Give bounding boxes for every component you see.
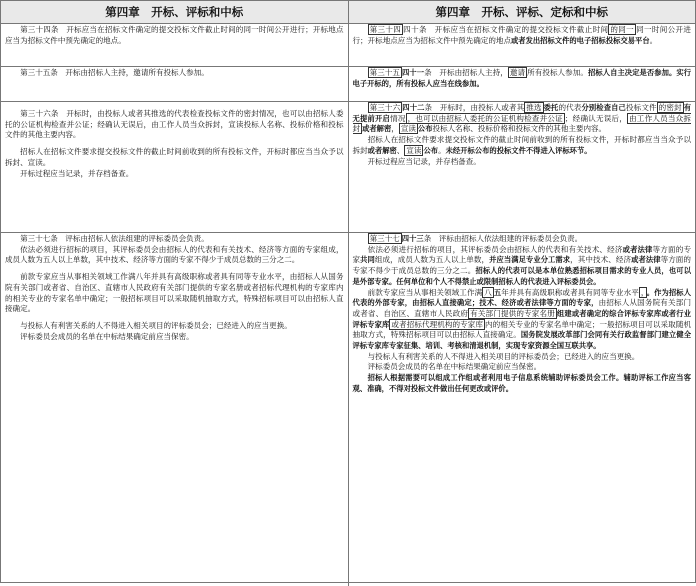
table-row-article-37	[1, 233, 695, 586]
text-segment: 年并具有高级职称或者具有同等专业水平	[501, 287, 639, 297]
deleted-text: 八	[484, 287, 492, 297]
table-row-article-34	[1, 24, 695, 67]
deleted-text: 第三十四	[369, 25, 402, 34]
text-segment: 前款专家应当从事相关领域工作满	[367, 287, 483, 297]
paragraph: 依法必须进行招标的项目，其评标委员会由招标人的代表和有关技术、经济等方面的专家组成，成员人数为五人以上单数，其中技术、经济等方面的专家不得少于成员总数的三分之二。	[5, 244, 344, 265]
revised-text-cell	[349, 102, 696, 232]
text-segment: 与投标人有利害关系的人不得进入相关项目的评标委员会；已经进入的应当更换。	[367, 351, 640, 361]
deleted-text: 邀请	[509, 68, 526, 77]
text-segment: ，	[391, 124, 399, 134]
added-text: 并应当满足专业分工需求	[489, 255, 571, 265]
added-text: 或者解密	[367, 145, 397, 155]
original-text-cell	[1, 24, 349, 66]
text-segment: ，其中技术、经济	[570, 255, 632, 265]
paragraph	[353, 234, 692, 245]
deleted-text: 有关部门提供的专家名册	[470, 308, 555, 318]
deleted-text: 第三十六	[369, 103, 401, 112]
text-segment: 、	[396, 145, 405, 155]
text-segment: 开标过程应当记录，并存档备查。	[367, 156, 481, 166]
paragraph: 第三十四条 开标应当在招标文件确定的提交投标文件截止时间的同一时间公开进行；开标地点应当为招标文件中预先确定的地点。	[5, 25, 344, 45]
text-segment: 条 开标由招标人主持，	[424, 68, 508, 77]
text-segment: 条 评标由招标人依法组建的评标委员会负责。	[423, 234, 583, 243]
paragraph: 与投标人有利害关系的人不得进入相关项目的评标委员会；已经进入的应当更换。	[20, 320, 292, 330]
paragraph	[353, 157, 692, 168]
deleted-text: 宣读	[406, 145, 422, 155]
added-text: 共同	[360, 255, 375, 265]
deleted-text: ，	[640, 287, 645, 297]
added-text: 四十一	[402, 68, 425, 77]
revised-text-cell	[349, 24, 696, 66]
added-text: 招标人根据需要可以组成工作组或者利用电子信息系统辅助评标委员会工作。辅助评标工作应当客观、准确，不得对投标文件做出任何更改或评价。	[352, 373, 691, 393]
paragraph	[353, 362, 692, 373]
added-text: 招标人的代表可以是本单位熟悉招标项目需求的专业人员，也可以是外部专家。任何单位和个人不得禁止或限制招标人的代表进入评标委员会。	[352, 266, 691, 286]
text-segment: 招标人在招标文件要求提交投标文件的截止时间前收到的所有投标文件，开标时都应当当众予以拆封	[352, 135, 691, 155]
added-text: 国务院发展改革部门会同有关行政监督部门建立健全评标专家库专家征集、培训、考核和清退机制，实现专家资源全国互联共享。	[352, 330, 691, 351]
revised-text-cell	[349, 233, 696, 586]
added-text: 招标人自主决定是否参加。实行电子开标的，所有投标人应当在线参加。	[352, 68, 691, 88]
text-segment: 评标委员会成员的名单在中标结果确定前应当保密。	[367, 362, 542, 372]
text-segment: 条 开标时，由投标人或者其	[424, 103, 525, 112]
added-text: 或者解密	[362, 124, 392, 134]
added-text: 或者法律	[622, 244, 653, 254]
deleted-text: 第三十五	[369, 68, 401, 77]
paragraph	[353, 103, 692, 135]
right-chapter-title: 第四章 开标、评标、定标和中标	[435, 5, 608, 19]
table-header	[1, 1, 695, 24]
text-segment: 等方面的专家不得少于成员总数的三分之二。	[352, 255, 691, 276]
left-chapter-title: 第四章 开标、评标和中标	[1, 1, 349, 23]
deleted-text: 推选	[526, 103, 542, 112]
paragraph: 前款专家应当从事相关领域工作满八年并具有高级职称或者具有同等专业水平，由招标人从国务院有关部门或者省、自治区、直辖市人民政府有关部门提供的专家名册或者招标代理机构的专家库内的相关专业的专家名单中确定；一般招标项目可以采取随机抽取方式，特殊招标项目可以由招标人直接确定。	[5, 272, 344, 314]
paragraph: 招标人在招标文件要求提交投标文件的截止时间前收到的所有投标文件，开标时都应当当众予以拆封、宣读。	[5, 147, 344, 167]
table-row-article-36	[1, 102, 695, 233]
paragraph	[353, 68, 692, 89]
original-text-cell	[1, 67, 349, 101]
added-text: 委托	[543, 103, 559, 112]
paragraph	[353, 245, 692, 288]
paragraph	[353, 288, 692, 352]
deleted-text: 第三十七	[369, 234, 400, 243]
original-text-cell	[1, 102, 349, 232]
text-segment: 投标人名称、投标价格和投标文件的其他主要内容。	[432, 124, 607, 134]
added-text: 或者法律	[631, 255, 661, 265]
added-text: 或者发出招标文件的电子招标投标交易平台	[511, 35, 650, 45]
text-segment: 所有投标人参加。	[527, 68, 588, 77]
added-text: 四十二	[402, 103, 425, 112]
added-text: 未经开标公布的投标文件不得进入评标环节。	[445, 145, 592, 155]
added-text: 。作为招标人代表的外部专家，由招标人直接确定；技术、经济或者法律等方面的专家，	[352, 287, 691, 308]
added-text: 分别检查	[581, 103, 612, 112]
text-segment: 组成，成员人数为五人以上单数，	[374, 255, 490, 265]
added-text: 组建或者确定的综合评标专家库或者行业评标专家库	[352, 308, 691, 329]
deleted-text: 或者招标代理机构的专家库	[391, 319, 484, 329]
paragraph: 第三十七条 评标由招标人依法组建的评标委员会负责。	[20, 234, 209, 243]
paragraph: 第三十五条 开标由招标人主持，邀请所有投标人参加。	[20, 68, 209, 77]
text-segment: 情况	[390, 113, 406, 123]
deleted-text: 由工作人员当众拆封	[352, 113, 691, 134]
added-text: 公布	[423, 145, 439, 155]
text-segment: ；经确认无误后，	[564, 113, 628, 123]
text-segment: 。	[438, 145, 446, 155]
added-text: 四十三	[401, 234, 424, 243]
paragraph: 评标委员会成员的名单在中标结果确定前应当保密。	[20, 331, 194, 341]
revised-text-cell	[349, 67, 696, 101]
paragraph: 开标过程应当记录，并存档备查。	[20, 168, 134, 178]
deleted-text: 的密封	[658, 103, 682, 112]
text-segment: 投标文件	[625, 103, 657, 112]
paragraph	[353, 25, 692, 46]
deleted-text: 宣读	[400, 124, 416, 134]
table-row-article-35	[1, 67, 695, 102]
text-segment: 。	[649, 35, 658, 45]
added-text: 有无提前开启	[352, 103, 691, 123]
deleted-text: ，也可以由招标人委托的公证机构检查并公证	[407, 113, 563, 123]
added-text: 公布	[417, 124, 433, 134]
added-text: 五	[493, 287, 502, 297]
text-segment: 四十条 开标应当在招标文件确定的提交投标文件截止时间	[403, 25, 609, 34]
text-segment: 的代表	[558, 103, 582, 112]
paragraph: 第三十六条 开标时，由投标人或者其推选的代表检查投标文件的密封情况，也可以由招标人委托的公证机构检查并公证；经确认无误后，由工作人员当众拆封，宣读投标人名称、投标价格和投标文件的其他主要内容。	[5, 109, 344, 140]
text-segment: 内的相关专业的专家名单中确定；一般招标项目可以采取随机抽取方式，特殊招标项目可以由招标人直接确定。	[352, 319, 691, 340]
text-segment: 由招标人从国务院有关部门或者省、自治区、直辖市人民政府	[352, 298, 691, 318]
paragraph	[353, 135, 692, 156]
paragraph	[353, 373, 692, 394]
text-segment: 等方面的专家	[352, 244, 691, 265]
added-text: 自己	[611, 103, 626, 112]
deleted-text: 的同一	[610, 25, 635, 34]
original-text-cell	[1, 233, 349, 586]
paragraph	[353, 352, 692, 363]
text-segment: 依法必须进行招标的项目，其评标委员会由招标人的代表和有关技术、经济	[367, 244, 623, 254]
text-segment: 同一时间公开进行；开标地点应当为招标文件中预先确定的地点	[352, 25, 691, 45]
